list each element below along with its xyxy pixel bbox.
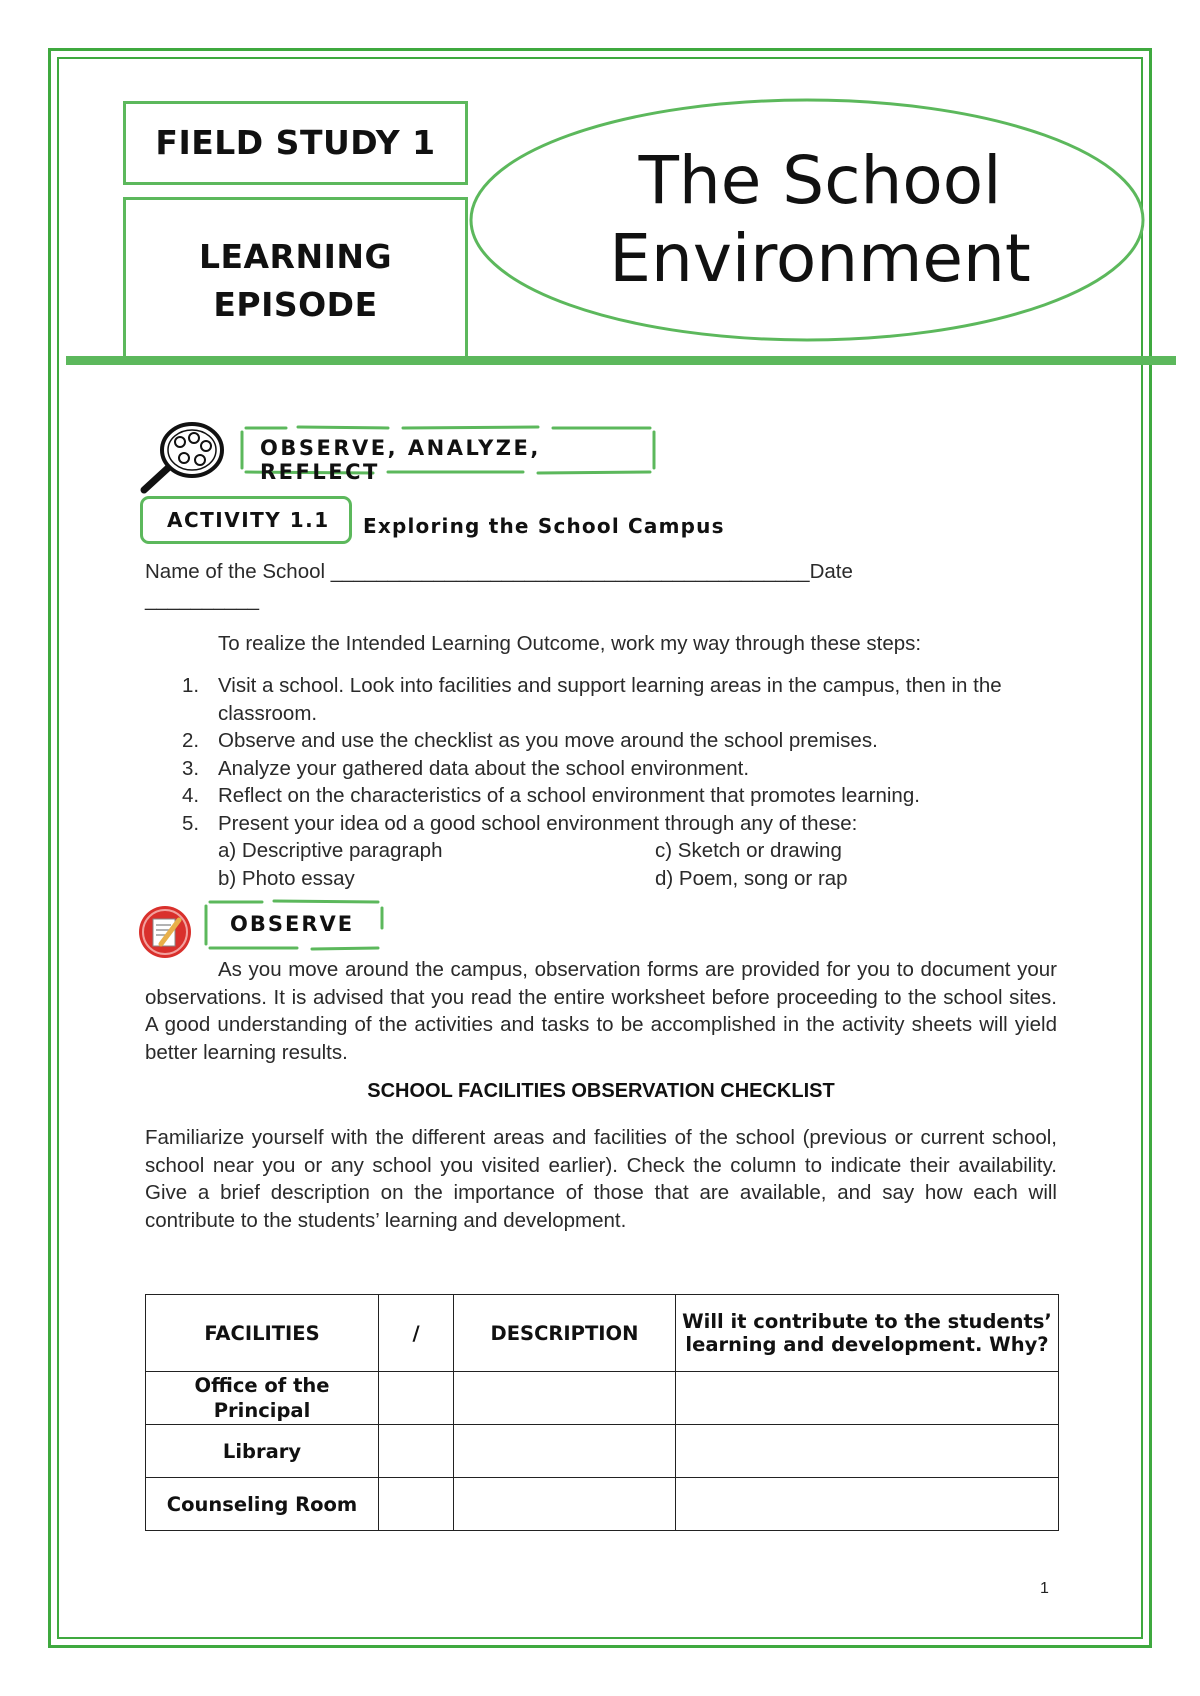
activity-label: ACTIVITY 1.1	[167, 508, 330, 532]
facility-name: Library	[146, 1425, 379, 1478]
option-c: c) Sketch or drawing	[655, 839, 842, 862]
observe-analyze-reflect-label: OBSERVE, ANALYZE, REFLECT	[260, 436, 541, 484]
header-check: /	[379, 1295, 454, 1372]
option-b: b) Photo essay	[218, 866, 355, 890]
observe-label: OBSERVE	[230, 912, 355, 936]
check-cell[interactable]	[379, 1372, 454, 1425]
option-a: a) Descriptive paragraph	[218, 839, 443, 862]
header-divider	[66, 356, 1176, 365]
activity-title: Exploring the School Campus	[363, 514, 725, 538]
checklist-title: SCHOOL FACILITIES OBSERVATION CHECKLIST	[367, 1080, 835, 1102]
check-cell[interactable]	[379, 1425, 454, 1478]
step-text: Observe and use the checklist as you move around the school premises.	[218, 729, 878, 752]
header-contribution: Will it contribute to the students’ learning and development. Why?	[676, 1295, 1059, 1372]
intro-text: To realize the Intended Learning Outcome, work my way through these steps:	[218, 632, 922, 655]
facility-name: Counseling Room	[146, 1478, 379, 1531]
step-number: 3.	[182, 756, 200, 780]
episode-label: EPISODE	[213, 285, 378, 324]
observe-banner	[202, 898, 387, 952]
option-d: d) Poem, song or rap	[655, 866, 848, 890]
contribution-cell[interactable]	[676, 1478, 1059, 1531]
episode-title	[520, 142, 1120, 298]
page-number: 1	[1040, 1580, 1049, 1597]
field-study-label: FIELD STUDY 1	[155, 123, 436, 162]
step-number: 5.	[182, 811, 200, 835]
description-cell[interactable]	[454, 1478, 676, 1531]
header-facilities: FACILITIES	[146, 1295, 379, 1372]
field-study-box	[123, 101, 468, 185]
step-text: Visit a school. Look into facilities and support learning areas in the campus, then in the classroom.	[218, 674, 1002, 725]
step-number: 4.	[182, 784, 200, 807]
check-cell[interactable]	[379, 1478, 454, 1531]
option-row	[218, 837, 1018, 865]
notepad-pencil-icon	[137, 904, 193, 960]
table-row	[146, 1372, 1059, 1425]
learning-label: LEARNING	[198, 237, 393, 276]
learning-episode-box	[123, 197, 468, 361]
description-cell[interactable]	[454, 1372, 676, 1425]
step-number: 1.	[182, 674, 200, 697]
facilities-table	[145, 1294, 1059, 1531]
facility-name: Office of the Principal	[146, 1372, 379, 1425]
magnifier-people-icon	[138, 420, 233, 496]
title-line-1: The School	[638, 142, 1002, 219]
contribution-cell[interactable]	[676, 1425, 1059, 1478]
table-header-row	[146, 1295, 1059, 1372]
activity-badge	[140, 496, 352, 544]
step-text: Analyze your gathered data about the school environment.	[218, 756, 750, 780]
date-blank-line: __________	[145, 588, 260, 611]
step-text: Present your idea od a good school environment through any of these:	[218, 811, 858, 835]
list-item	[145, 810, 1045, 838]
school-name-line: Name of the School __________________________________________Date	[145, 560, 853, 583]
description-cell[interactable]	[454, 1425, 676, 1478]
list-item	[145, 755, 1045, 783]
table-row	[146, 1425, 1059, 1478]
title-line-2: Environment	[609, 220, 1031, 297]
presentation-options	[218, 837, 1018, 892]
list-item	[145, 782, 1045, 810]
list-item	[145, 672, 1045, 727]
checklist-instructions: Familiarize yourself with the different areas and facilities of the school (previous or current school, school near you or any school you visited earlier). Check the column to indicate their availability. Give a brief description on the importance of those that are available, and say how each will contribute to the students’ learning and development.	[145, 1126, 1057, 1232]
steps-list	[145, 672, 1045, 892]
option-row	[218, 865, 1018, 893]
list-item	[145, 727, 1045, 755]
step-text: Reflect on the characteristics of a school environment that promotes learning.	[218, 784, 920, 807]
observe-paragraph: As you move around the campus, observation forms are provided for you to document your observations. It is advised that you read the entire worksheet before proceeding to the school sites. A good understanding of the activities and tasks to be accomplished in the activity sheets will yield better learning results.	[145, 958, 1057, 1064]
table-row	[146, 1478, 1059, 1531]
observe-analyze-reflect-banner	[238, 424, 658, 484]
header-description: DESCRIPTION	[454, 1295, 676, 1372]
contribution-cell[interactable]	[676, 1372, 1059, 1425]
step-number: 2.	[182, 729, 200, 752]
